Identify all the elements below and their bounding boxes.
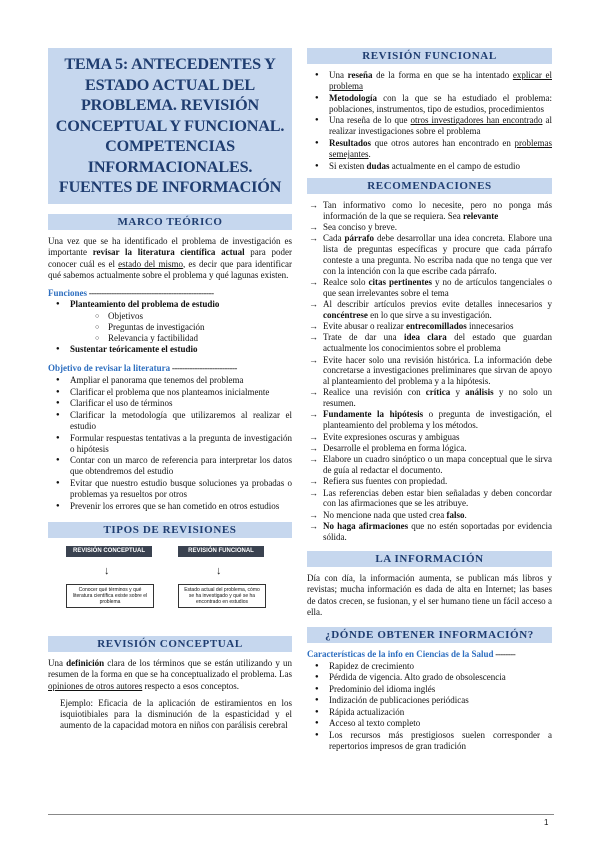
list-item: ○ Objetivos	[70, 311, 292, 322]
document-title: TEMA 5: ANTECEDENTES Y ESTADO ACTUAL DEL PROBLEMA. REVISIÓN CONCEPTUAL Y FUNCIONAL. COMPETENCIAS INFORMACIONALES. FUENTES DE INFORMACIÓN	[48, 48, 292, 204]
list-item: ● Una reseña de lo que otros investigadores han encontrado al realizar investigaciones sobre el problema	[307, 115, 552, 137]
list-item: ● Prevenir los errores que se han cometido en otros estudios	[48, 501, 292, 512]
list-item: → Cada párrafo debe desarrollar una idea concreta. Elabore una lista de preguntas específicas y procure que cada párrafo conteste a una pregunta. No escriba nada que no tenga que ver con la intención con la que escribe cada párrafo.	[307, 233, 552, 276]
list-item: → Realice una revisión con crítica y análisis y no solo un resumen.	[307, 387, 552, 409]
list-item: → Elabore un cuadro sinóptico o un mapa conceptual que le sirva de guía al redactar el documento.	[307, 454, 552, 476]
left-column	[48, 48, 292, 731]
list-item: → Refiera sus fuentes con propiedad.	[307, 476, 552, 487]
list-item: ● Sustentar teóricamente el estudio	[48, 344, 292, 355]
list-item: → Desarrolle el problema en forma lógica.	[307, 443, 552, 454]
list-item: ● Predominio del idioma inglés	[307, 684, 552, 695]
diagram-output-funcional: Estado actual del problema, cómo se ha investigado y qué se ha encontrado en estudios	[178, 584, 266, 609]
funciones-sublist	[70, 311, 292, 344]
marco-paragraph: Una vez que se ha identificado el problema de investigación es importante revisar la literatura científica actual para poder conocer cuál es el estado del mismo, es decir que para identificar qué sabemos actualmente sobre el problema y qué lagunas existen.	[48, 235, 292, 281]
diagram-box-conceptual: REVISIÓN CONCEPTUAL	[66, 546, 152, 557]
footer-divider	[48, 814, 554, 815]
section-heading-la-informacion: LA INFORMACIÓN	[307, 551, 552, 567]
section-heading-revision-funcional: REVISIÓN FUNCIONAL	[307, 48, 552, 64]
recomendaciones-list	[307, 200, 552, 543]
list-item: ● Clarificar el problema que nos planteamos inicialmente	[48, 387, 292, 398]
list-item: ● Resultados que otros autores han encontrado en problemas semejantes.	[307, 138, 552, 160]
list-item: ● Una reseña de la forma en que se ha intentado explicar el problema	[307, 70, 552, 92]
list-item: ● Evitar que nuestro estudio busque soluciones ya probadas o problemas ya resueltos por otros	[48, 478, 292, 500]
list-item: → Al describir artículos previos evite detalles innecesarios y concéntrese en lo que sirve a su investigación.	[307, 299, 552, 321]
section-heading-recomendaciones: RECOMENDACIONES	[307, 178, 552, 194]
conceptual-example: Ejemplo: Eficacia de la aplicación de estiramientos en los isquiotibiales para la disminución de la espasticidad y el aumento de la capacidad motora en niños con parálisis cerebral	[60, 698, 292, 731]
list-item: ● Rapidez de crecimiento	[307, 661, 552, 672]
section-heading-donde-obtener: ¿DÓNDE OBTENER INFORMACIÓN?	[307, 627, 552, 643]
list-item: → Tan informativo como lo necesite, pero no ponga más información de la que se requiera. Sea relevante	[307, 200, 552, 222]
list-item: ● Planteamiento del problema de estudio ○ Objetivos ○ Preguntas de investigación ○ Relevancia y factibilidad	[48, 299, 292, 343]
diagram-output-conceptual: Conocer qué términos y qué literatura científica existe sobre el problema	[66, 584, 154, 609]
section-heading-revision-conceptual: REVISIÓN CONCEPTUAL	[48, 636, 292, 652]
list-item: ● Indización de publicaciones periódicas	[307, 695, 552, 706]
list-item: ● Los recursos más prestigiosos suelen corresponder a repertorios impresos de gran tradición	[307, 730, 552, 752]
list-item: ○ Preguntas de investigación	[70, 322, 292, 333]
list-item: → Sea conciso y breve.	[307, 222, 552, 233]
arrow-down-icon: ↓	[104, 564, 110, 577]
funciones-list	[48, 299, 292, 355]
list-item: ○ Relevancia y factibilidad	[70, 333, 292, 344]
list-item: ● Contar con un marco de referencia para interpretar los datos que obtendremos del estudio	[48, 455, 292, 477]
list-item: → Evite hacer solo una revisión histórica. La información debe concretarse a investigaciones preliminares que sirvan de apoyo al planteamiento del problema y a la hipótesis.	[307, 355, 552, 387]
section-heading-tipos-revisiones: TIPOS DE REVISIONES	[48, 522, 292, 538]
list-item: → Trate de dar una idea clara del estado que guardan actualmente los conocimientos sobre el problema	[307, 332, 552, 354]
funcional-list	[307, 70, 552, 172]
list-item: ● Metodología con la que se ha estudiado el problema: poblaciones, instrumentos, tipo de estudios, procedimientos	[307, 93, 552, 115]
page-number: 1	[544, 818, 549, 827]
list-item: ● Clarificar el uso de términos	[48, 398, 292, 409]
list-item: → No haga afirmaciones que no estén soportadas por evidencia sólida.	[307, 521, 552, 543]
list-item: → Evite expresiones oscuras y ambiguas	[307, 432, 552, 443]
revision-types-diagram	[48, 544, 292, 632]
objetivo-subheading: Objetivo de revisar la literatura --------------------------	[48, 363, 237, 374]
conceptual-paragraph: Una definición clara de los términos que se están utilizando y un resumen de la forma en que se ha conceptualizado el problema. Las opiniones de otros autores respecto a esos conceptos.	[48, 657, 292, 691]
section-heading-marco-teorico: MARCO TEÓRICO	[48, 214, 292, 230]
list-item: ● Rápida actualización	[307, 707, 552, 718]
informacion-paragraph: Día con día, la información aumenta, se publican más libros y revistas; mucha información es dada de alta en Internet; las bases de datos crecen, se fusionan, y el ser humano tiene un fácil acceso a ella.	[307, 572, 552, 618]
diagram-box-funcional: REVISIÓN FUNCIONAL	[178, 546, 264, 557]
list-item: ● Formular respuestas tentativas a la pregunta de investigación o hipótesis	[48, 433, 292, 455]
list-item: ● Clarificar la metodología que utilizaremos al realizar el estudio	[48, 410, 292, 432]
list-item: → Las referencias deben estar bien señaladas y deben concordar con las afirmaciones que se les atribuye.	[307, 488, 552, 510]
funciones-subheading: Funciones --------------------------------------------------	[48, 287, 214, 298]
list-item: → No mencione nada que usted crea falso.	[307, 510, 552, 521]
caracteristicas-list	[307, 661, 552, 753]
list-item: ● Acceso al texto completo	[307, 718, 552, 729]
arrow-down-icon: ↓	[216, 564, 222, 577]
list-item: → Fundamente la hipótesis o pregunta de investigación, el planteamiento del problema y los métodos.	[307, 409, 552, 431]
list-item: → Evite abusar o realizar entrecomillados innecesarios	[307, 321, 552, 332]
list-item: ● Ampliar el panorama que tenemos del problema	[48, 375, 292, 386]
list-item: ● Si existen dudas actualmente en el campo de estudio	[307, 161, 552, 172]
caracteristicas-subheading: Características de la info en Ciencias de la Salud --------	[307, 648, 516, 659]
right-column	[307, 48, 552, 753]
objetivos-list	[48, 375, 292, 512]
list-item: → Realce solo citas pertinentes y no de artículos tangenciales o que sean irrelevantes sobre el tema	[307, 277, 552, 299]
list-item: ● Pérdida de vigencia. Alto grado de obsolescencia	[307, 672, 552, 683]
